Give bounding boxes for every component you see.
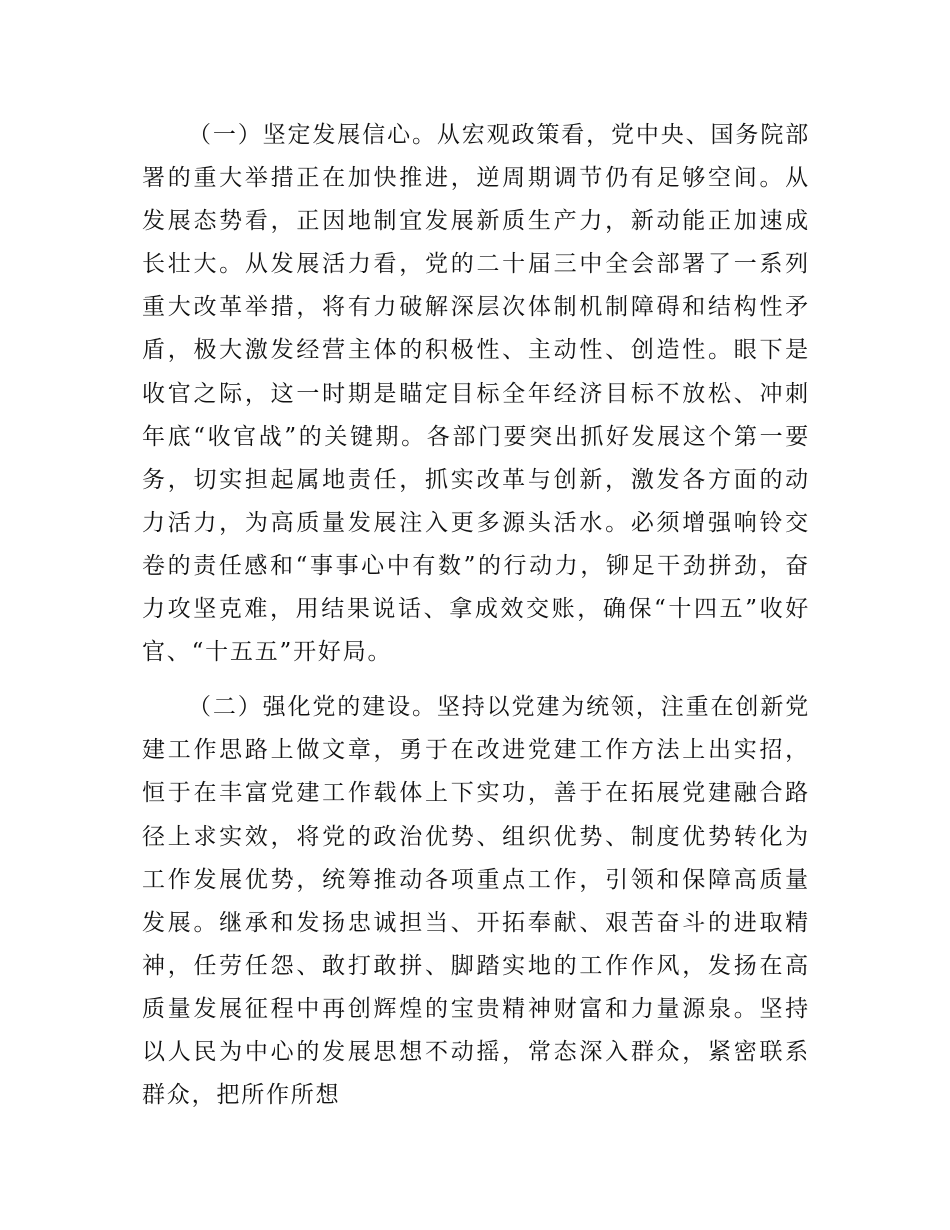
paragraph-strengthen-confidence: （一）坚定发展信心。从宏观政策看，党中央、国务院部署的重大举措正在加快推进，逆周期调节仍有足够空间。从发展态势看，正因地制宜发展新质生产力，新动能正加速成长壮大。从发展活力看，党的二十届三中全会部署了一系列重大改革举措，将有力破解深层次体制机制障碍和结构性矛盾，极大激发经营主体的积极性、主动性、创造性。眼下是收官之际，这一时期是瞄定目标全年经济目标不放松、冲刺年底“收官战”的关键期。各部门要突出抓好发展这个第一要务，切实担起属地责任，抓实改革与创新，激发各方面的动力活力，为高质量发展注入更多源头活水。必须增强响铃交卷的责任感和“事事心中有数”的行动力，铆足干劲拼劲，奋力攻坚克难，用结果说话、拿成效交账，确保“十四五”收好官、“十五五”开好局。 <box>142 122 810 666</box>
document-body <box>142 114 810 1117</box>
paragraph-party-building: （二）强化党的建设。坚持以党建为统领，注重在创新党建工作思路上做文章，勇于在改进党建工作方法上出实招，恒于在丰富党建工作载体上下实功，善于在拓展党建融合路径上求实效，将党的政治优势、组织优势、制度优势转化为工作发展优势，统筹推动各项重点工作，引领和保障高质量发展。继承和发扬忠诚担当、开拓奉献、艰苦奋斗的进取精神，任劳任怨、敢打敢拼、脚踏实地的工作作风，发扬在高质量发展征程中再创辉煌的宝贵精神财富和力量源泉。坚持以人民为中心的发展思想不动摇，常态深入群众，紧密联系群众，把所作所想 <box>142 694 810 1109</box>
